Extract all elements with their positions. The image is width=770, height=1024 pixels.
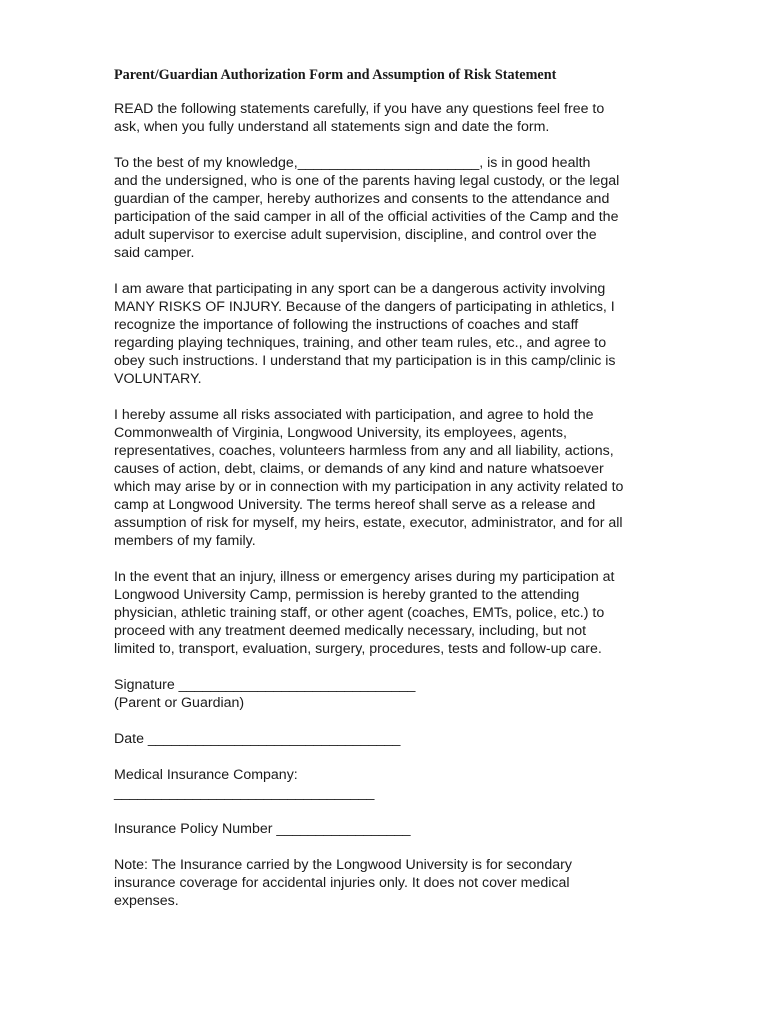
- text-line: In the event that an injury, illness or emergency arises during my participation at: [114, 569, 615, 585]
- text-line: members of my family.: [114, 533, 256, 549]
- assumption-of-risk-paragraph: [114, 406, 664, 550]
- text-line: which may arise by or in connection with my participation in any activity related to: [114, 479, 624, 495]
- text-line: recognize the importance of following the instructions of coaches and staff: [114, 317, 579, 333]
- signature-line[interactable]: Signature ______________________________: [114, 677, 416, 693]
- text-line: obey such instructions. I understand that my participation is in this camp/clinic is: [114, 353, 616, 369]
- instructions-paragraph: [114, 100, 664, 136]
- consent-paragraph: [114, 154, 664, 262]
- policy-number-line[interactable]: Insurance Policy Number _________________: [114, 821, 411, 837]
- text-line: READ the following statements carefully, if you have any questions feel free to: [114, 101, 605, 117]
- text-line: adult supervisor to exercise adult supervision, discipline, and control over the: [114, 227, 597, 243]
- text-line: limited to, transport, evaluation, surgery, procedures, tests and follow-up care.: [114, 641, 602, 657]
- text-line: regarding playing techniques, training, and other team rules, etc., and agree to: [114, 335, 607, 351]
- text-line: physician, athletic training staff, or other agent (coaches, EMTs, police, etc.) to: [114, 605, 605, 621]
- text-line: proceed with any treatment deemed medically necessary, including, but not: [114, 623, 587, 639]
- text-line: I hereby assume all risks associated with participation, and agree to hold the: [114, 407, 594, 423]
- text-line: participation of the said camper in all of the official activities of the Camp and the: [114, 209, 619, 225]
- text-line: ask, when you fully understand all statements sign and date the form.: [114, 119, 550, 135]
- text-line: guardian of the camper, hereby authorizes and consents to the attendance and: [114, 191, 610, 207]
- signature-caption: (Parent or Guardian): [114, 695, 245, 711]
- text-line: said camper.: [114, 245, 195, 261]
- authorization-form: [114, 66, 664, 928]
- policy-number-field: [114, 820, 664, 838]
- text-line: Longwood University Camp, permission is hereby granted to the attending: [114, 587, 580, 603]
- text-line: I am aware that participating in any sport can be a dangerous activity involving: [114, 281, 606, 297]
- text-line: VOLUNTARY.: [114, 371, 202, 387]
- signature-field: [114, 676, 664, 712]
- text-line: causes of action, debt, claims, or demands of any kind and nature whatsoever: [114, 461, 604, 477]
- medical-treatment-paragraph: [114, 568, 664, 658]
- text-line: assumption of risk for myself, my heirs, estate, executor, administrator, and for all: [114, 515, 623, 531]
- text-line: MANY RISKS OF INJURY. Because of the dangers of participating in athletics, I: [114, 299, 615, 315]
- text-line: camp at Longwood University. The terms hereof shall serve as a release and: [114, 497, 596, 513]
- text-line: insurance coverage for accidental injuries only. It does not cover medical: [114, 875, 570, 891]
- camper-name-line[interactable]: To the best of my knowledge,_______________________, is in good health: [114, 155, 591, 171]
- text-line: expenses.: [114, 893, 179, 909]
- insurance-note: [114, 856, 664, 910]
- text-line: Commonwealth of Virginia, Longwood University, its employees, agents,: [114, 425, 567, 441]
- text-line: Note: The Insurance carried by the Longwood University is for secondary: [114, 857, 572, 873]
- insurance-company-label: Medical Insurance Company:: [114, 767, 298, 783]
- insurance-company-field: [114, 766, 664, 802]
- date-line[interactable]: Date ________________________________: [114, 731, 401, 747]
- risk-awareness-paragraph: [114, 280, 664, 388]
- date-field: [114, 730, 664, 748]
- form-title: Parent/Guardian Authorization Form and Assumption of Risk Statement: [114, 67, 557, 83]
- text-line: and the undersigned, who is one of the parents having legal custody, or the legal: [114, 173, 620, 189]
- insurance-company-line[interactable]: _________________________________: [114, 785, 375, 801]
- text-line: representatives, coaches, volunteers harmless from any and all liability, actions,: [114, 443, 614, 459]
